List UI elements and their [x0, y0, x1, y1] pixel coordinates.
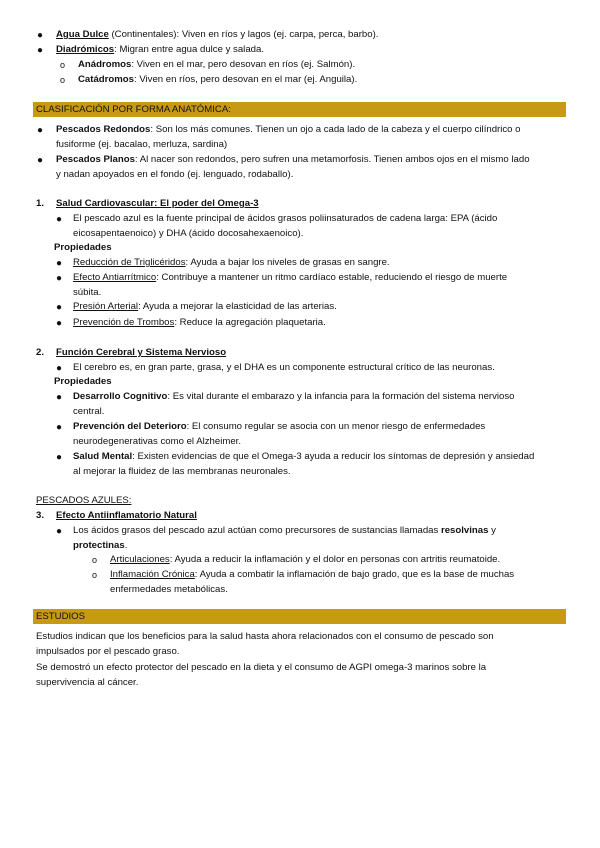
paragraph-azules-intro [73, 523, 573, 554]
bullet-icon: ● [56, 273, 63, 284]
term-label: Diadrómicos [56, 44, 115, 55]
intro-text: y [488, 525, 496, 536]
intro-text: . [124, 540, 128, 552]
list-item-deterioro [73, 419, 573, 450]
term-label: Prevención del Deterioro [73, 421, 187, 432]
term-label: Prevención de Trombos [73, 317, 175, 328]
term-text: : Reduce la agregación plaquetaria. [174, 317, 326, 328]
term-label: Agua Dulce [56, 29, 109, 40]
sub-bullet-icon: o [60, 75, 66, 85]
term-label: Pescados Planos [56, 154, 135, 165]
term-label: Articulaciones [110, 554, 170, 565]
paragraph-line: supervivencia al cáncer. [36, 677, 139, 689]
term-text-continued: fusiforme (ej. bacalao, merluza, sardina) [56, 139, 228, 151]
term-text: : Ayuda a reducir la inflamación y el dolor en personas con artritis reumatoide. [169, 554, 501, 565]
section-heading-azules: PESCADOS AZULES: [36, 495, 132, 506]
term-label: Anádromos [78, 59, 132, 70]
term-text: : Migran entre agua dulce y salada. [114, 44, 264, 55]
section-number: 1. [36, 198, 45, 209]
term-text-continued: neurodegenerativas como el Alzheimer. [73, 436, 241, 448]
paragraph-estudios [36, 629, 571, 690]
paragraph-line: Estudios indican que los beneficios para la salud hasta ahora relacionados con el consumo de pescado son [36, 631, 494, 642]
term-text-continued: enfermedades metabólicas. [110, 584, 228, 596]
section-number: 3. [36, 510, 45, 521]
bullet-icon: ● [37, 125, 44, 136]
term-text: (Continentales): Viven en ríos y lagos (ej. carpa, perca, barbo). [108, 29, 379, 40]
term-text: : El consumo regular se asocia con un menor riesgo de enfermedades [186, 421, 486, 432]
term-label: Pescados Redondos [56, 124, 151, 135]
list-item-anadromos [78, 57, 355, 72]
bullet-icon: ● [56, 258, 63, 269]
bullet-icon: ● [56, 526, 63, 537]
term-text: : Ayuda a bajar los niveles de grasas en sangre. [185, 257, 390, 268]
list-item-diadromicos [56, 42, 264, 57]
bullet-icon: ● [56, 214, 63, 225]
term-label: Salud Mental [73, 451, 133, 462]
section-title-antiinflamatorio: Efecto Antiinflamatorio Natural [56, 510, 197, 521]
list-item-presion [73, 299, 337, 314]
term-text-continued: súbita. [73, 287, 102, 299]
list-item-cognitivo [73, 389, 573, 420]
paragraph-cerebral-intro: El cerebro es, en gran parte, grasa, y el DHA es un componente estructural crítico de las neuronas. [73, 362, 495, 373]
bullet-icon: ● [37, 45, 44, 56]
section-number: 2. [36, 347, 45, 358]
section-heading-clasificacion: CLASIFICACIÓN POR FORMA ANATÓMICA: [33, 102, 566, 117]
term-label: Inflamación Crónica [110, 569, 195, 580]
bullet-icon: ● [37, 30, 44, 41]
subheading-propiedades: Propiedades [54, 376, 112, 387]
bullet-icon: ● [56, 452, 63, 463]
list-item-salud-mental [73, 449, 578, 480]
sub-bullet-icon: o [60, 60, 66, 70]
bullet-icon: ● [37, 155, 44, 166]
list-item-antiarritmico [73, 270, 573, 301]
sub-bullet-icon: o [92, 570, 98, 580]
term-text-continued: y nadan apoyados en el fondo (ej. lenguado, rodaballo). [56, 169, 294, 181]
term-text: : Ayuda a mejorar la elasticidad de las arterias. [138, 301, 337, 312]
list-item-redondos [56, 122, 571, 153]
term-label: Catádromos [78, 74, 134, 85]
intro-text: Los ácidos grasos del pescado azul actúan como precursores de sustancias llamadas [73, 525, 441, 536]
intro-line: eicosapentaenoico) y DHA (ácido docosahexaenoico). [73, 228, 304, 240]
term-label: Efecto Antiarrítmico [73, 272, 157, 283]
list-item-trombos [73, 315, 326, 330]
term-text: : Contribuye a mantener un ritmo cardíaco estable, reduciendo el riesgo de muerte [156, 272, 508, 283]
list-item-agua-dulce [56, 27, 378, 42]
list-item-inflamacion-cronica [110, 567, 570, 598]
section-title-cerebral: Función Cerebral y Sistema Nervioso [56, 347, 227, 358]
bullet-icon: ● [56, 392, 63, 403]
subheading-propiedades: Propiedades [54, 242, 112, 253]
term-text-continued: al mejorar la fluidez de las membranas neuronales. [73, 466, 291, 478]
list-item-articulaciones [110, 552, 500, 567]
bullet-icon: ● [56, 302, 63, 313]
section-title-salud: Salud Cardiovascular: El poder del Omega-3 [56, 198, 259, 209]
term-text: : Ayuda a combatir la inflamación de bajo grado, que es la base de muchas [194, 569, 515, 580]
term-text: : Son los más comunes. Tienen un ojo a cada lado de la cabeza y el cuerpo cilíndrico o [150, 124, 521, 135]
bullet-icon: ● [56, 363, 63, 374]
term-text: : Viven en ríos, pero desovan en el mar (ej. Anguila). [133, 74, 358, 85]
term-label: Desarrollo Cognitivo [73, 391, 168, 402]
term-text: : Es vital durante el embarazo y la infancia para la formación del sistema nervioso [167, 391, 515, 402]
term-text: : Existen evidencias de que el Omega-3 ayuda a reducir los síntomas de depresión y ansiedad [132, 451, 535, 462]
term-label: Reducción de Triglicéridos [73, 257, 186, 268]
term-text-continued: central. [73, 406, 105, 418]
term-text: : Viven en el mar, pero desovan en ríos (ej. Salmón). [131, 59, 356, 70]
bullet-icon: ● [56, 422, 63, 433]
intro-bold: protectinas [73, 540, 125, 552]
sub-bullet-icon: o [92, 555, 98, 565]
list-item-planos [56, 152, 576, 183]
bullet-icon: ● [56, 318, 63, 329]
term-label: Presión Arterial [73, 301, 139, 312]
paragraph-line: impulsados por el pescado graso. [36, 646, 180, 658]
list-item-catadromos [78, 72, 357, 87]
intro-line: El pescado azul es la fuente principal de ácidos grasos poliinsaturados de cadena larga: EPA (ácido [73, 213, 498, 224]
paragraph-salud-intro [73, 211, 573, 242]
section-heading-estudios: ESTUDIOS [33, 609, 566, 624]
term-text: : Al nacer son redondos, pero sufren una metamorfosis. Tienen ambos ojos en el mismo lado [134, 154, 530, 165]
paragraph-line: Se demostró un efecto protector del pescado en la dieta y el consumo de AGPI omega-3 marinos sobre la [36, 661, 487, 673]
list-item-trigliceridos [73, 255, 390, 270]
intro-bold: resolvinas [440, 525, 489, 536]
